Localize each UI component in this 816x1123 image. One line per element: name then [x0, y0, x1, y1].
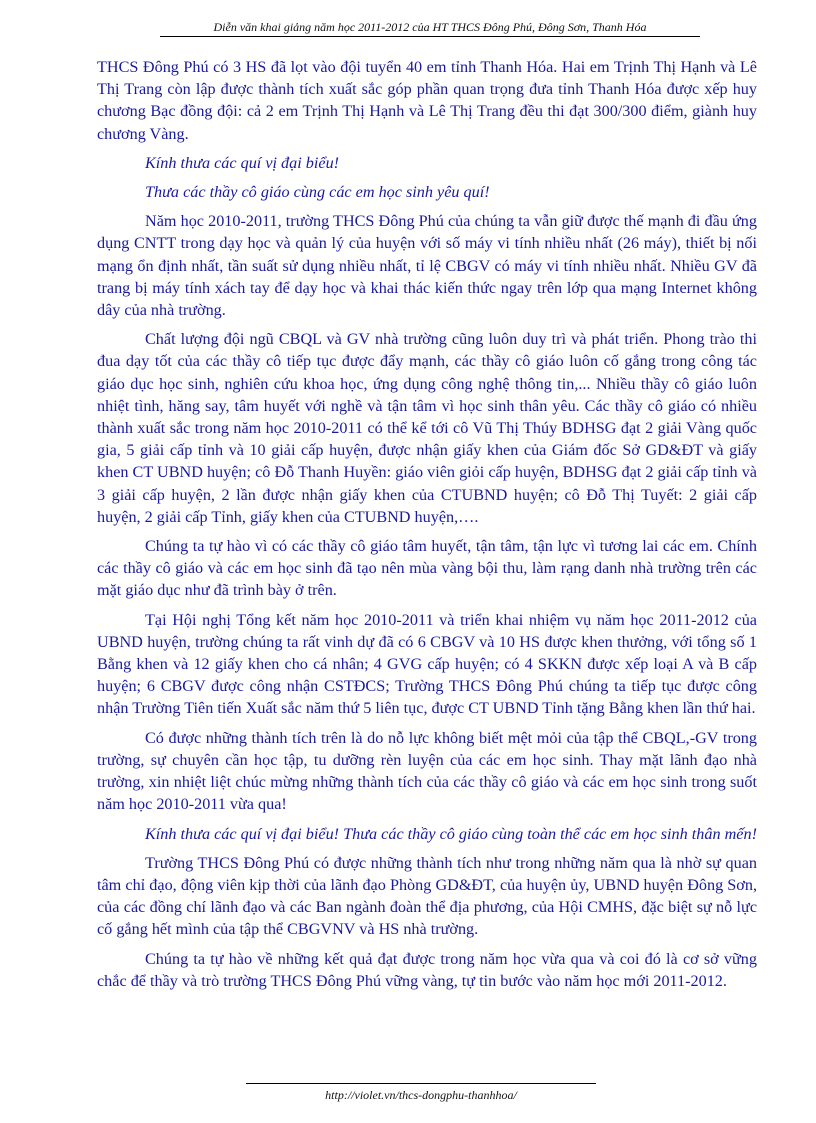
document-body: [97, 56, 757, 999]
paragraph-greeting-guests: Kính thưa các quí vị đại biểu!: [145, 153, 340, 172]
paragraph-greeting-all: Kính thưa các quí vị đại biểu! Thưa các thầy cô giáo cùng toàn thể các em học sinh thân mến!: [145, 824, 757, 843]
paragraph-greeting-teachers: Thưa các thầy cô giáo cùng các em học sinh yêu quí!: [145, 183, 490, 202]
paragraph-team-results: THCS Đông Phú có 3 HS đã lọt vào đội tuyển 40 em tỉnh Thanh Hóa. Hai em Trịnh Thị Hạnh và Lê Thị Trang còn lập được thành tích xuất sắc góp phần quan trọng đưa tỉnh Thanh Hóa được xếp huy chương Bạc đồng đội: cả 2 em Trịnh Thị Hạnh và Lê Thị Trang đều thi đạt 300/300 điểm, giành huy chương Vàng.: [97, 58, 757, 143]
paragraph-awards: Tại Hội nghị Tổng kết năm học 2010-2011 và triển khai nhiệm vụ năm học 2011-2012 của UBND huyện, trường chúng ta rất vinh dự đã có 6 CBGV và 10 HS được khen thưởng, với tổng số 1 Bằng khen và 12 giấy khen cho cá nhân; 4 GVG cấp huyện; có 4 SKKN được xếp loại A và B cấp huyện; 6 CBGV được công nhận CSTĐCS; Trường THCS Đông Phú chúng ta tiếp tục được công nhận Trường Tiên tiến Xuất sắc năm thứ 5 liên tục, được CT UBND Tỉnh tặng Bằng khen lần thứ hai.: [97, 610, 757, 718]
footer-url: http://violet.vn/thcs-dongphu-thanhhoa/: [325, 1088, 517, 1102]
page-header: Diễn văn khai giảng năm học 2011-2012 của HT THCS Đông Phú, Đông Sơn, Thanh Hóa: [160, 20, 700, 37]
paragraph-staff-quality: Chất lượng đội ngũ CBQL và GV nhà trường cũng luôn duy trì và phát triển. Phong trào thi đua dạy tốt của các thầy cô tiếp tục được đẩy mạnh, các thầy cô giáo luôn cố gắng trong công tác giáo dục học sinh, nghiên cứu khoa học, ứng dụng công nghệ thông tin,... Nhiều thầy cô giáo luôn nhiệt tình, hăng say, tâm huyết với nghề và tận tâm vì học sinh thân yêu. Các thầy cô giáo có nhiều thành xuất sắc trong năm học 2010-2011 có thể kể tới cô Vũ Thị Thúy BDHSG đạt 2 giải Vàng quốc gia, 5 giải cấp tỉnh và 10 giải cấp huyện, được nhận giấy khen của Giám đốc Sở GD&ĐT và giấy khen CT UBND huyện; cô Đỗ Thanh Huyền: giáo viên giỏi cấp huyện, BDHSG đạt 2 giải cấp tỉnh và 3 giải cấp huyện, 2 lần được nhận giấy khen của CTUBND huyện; cô Đỗ Thị Tuyết: 2 giải cấp huyện, 2 giải cấp Tỉnh, giấy khen của CTUBND huyện,….: [97, 330, 757, 526]
paragraph-pride-teachers: Chúng ta tự hào vì có các thầy cô giáo tâm huyết, tận tâm, tận lực vì tương lai các em. Chính các thầy cô giáo và các em học sinh đã tạo nên mùa vàng bội thu, làm rạng danh nhà trường trên các mặt giáo dục như đã trình bày ở trên.: [97, 537, 757, 600]
paragraph-congratulations: Có được những thành tích trên là do nỗ lực không biết mệt mỏi của tập thể CBQL,-GV trong trường, sự chuyên cần học tập, tu dưỡng rèn luyện của các em học sinh. Thay mặt lãnh đạo nhà trường, xin nhiệt liệt chúc mừng những thành tích của các thầy cô giáo và các em học sinh trong suốt năm học 2010-2011 vừa qua!: [97, 728, 757, 814]
paragraph-support: Trường THCS Đông Phú có được những thành tích như trong những năm qua là nhờ sự quan tâm chỉ đạo, động viên kịp thời của lãnh đạo Phòng GD&ĐT, của huyện ủy, UBND huyện Đông Sơn, của các đồng chí lãnh đạo và các Ban ngành đoàn thể địa phương, của Hội CMHS, đặc biệt sự nỗ lực cố gắng hết mình của tập thể CBGVNV và HS nhà trường.: [97, 853, 757, 939]
paragraph-conclusion: Chúng ta tự hào về những kết quả đạt được trong năm học vừa qua và coi đó là cơ sở vững chắc để thầy và trò trường THCS Đông Phú vững vàng, tự tin bước vào năm học mới 2011-2012.: [97, 949, 757, 990]
paragraph-it-application: Năm học 2010-2011, trường THCS Đông Phú của chúng ta vẫn giữ được thế mạnh đi đầu ứng dụng CNTT trong dạy học và quản lý của huyện với số máy vi tính nhiều nhất (26 máy), thiết bị nối mạng ổn định nhất, tần suất sử dụng nhiều nhất, tỉ lệ CBGV có máy vi tính nhiều nhất. Nhiều GV đã trang bị máy tính xách tay để dạy học và khai thác kiến thức ngay trên lớp qua mạng Internet không dây của nhà trường.: [97, 212, 757, 320]
footer-divider: [246, 1083, 596, 1084]
